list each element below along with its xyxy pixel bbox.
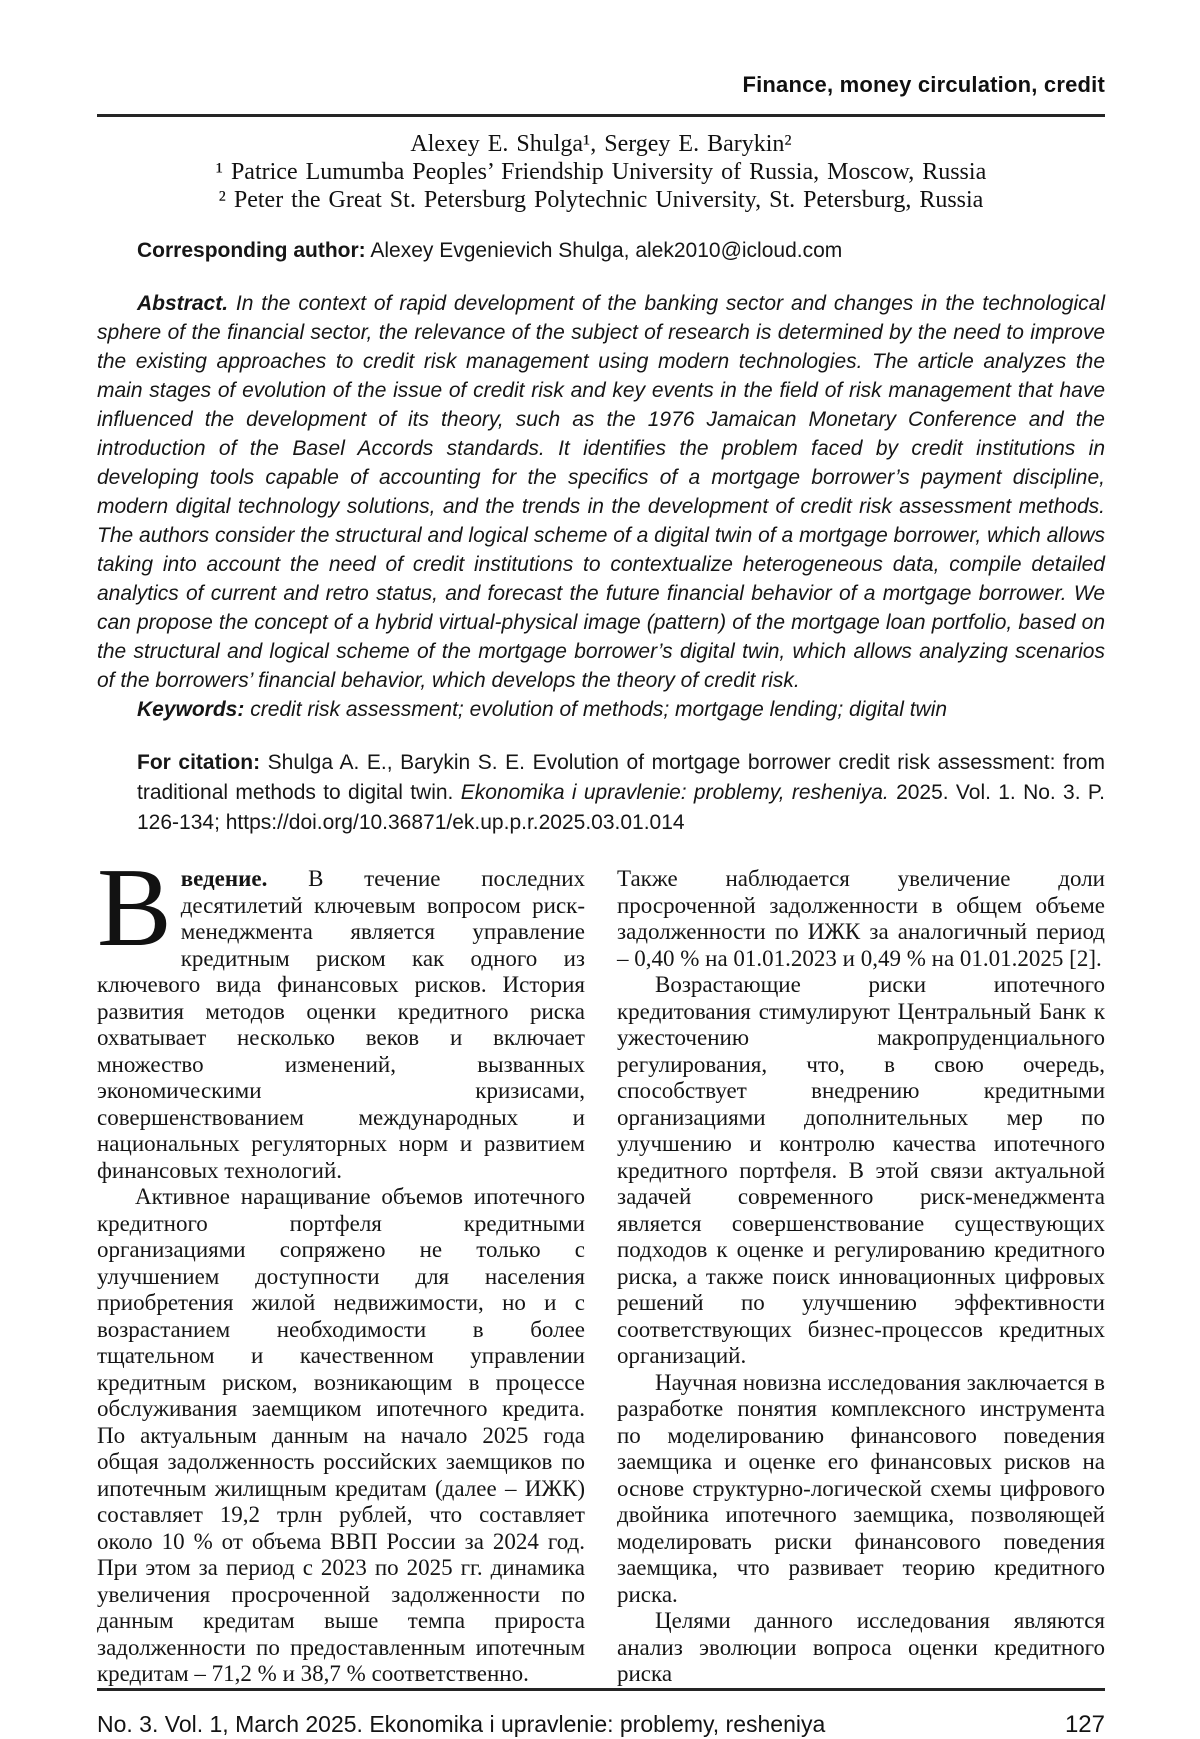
header-rule	[97, 114, 1105, 117]
drop-cap: В	[97, 846, 172, 970]
keywords-line	[97, 695, 1105, 724]
abstract-paragraph	[97, 289, 1105, 695]
corresponding-author-value: Alexey Evgenievich Shulga, alek2010@icloud.com	[370, 239, 843, 262]
citation-text-after: 2025. Vol. 1. No. 3. P. 126-134; https://doi.org/10.36871/ek.up.p.r.2025.03.01.014	[137, 781, 1106, 834]
left-column	[97, 846, 586, 1688]
intro-text: В течение последних десятилетий ключевым вопросом риск-менеджмента является управление кредитным риском как одного из ключевого вида финансовых рисков. История развития методов оценки кредитного риска охватывает несколько веков и включает множество изменений, вызванных экономическими кризисами, совершенствованием международных и национальных регуляторных норм и развитием финансовых технологий.	[97, 866, 586, 1183]
right-paragraph-3: Научная новизна исследования заключается в разработке понятия комплексного инструмента по моделированию финансового поведения заемщика и оценке его финансовых рисков на основе структурно-логической схемы цифрового двойника ипотечного заемщика, позволяющей моделировать риски финансового поведения заемщика, что развивает теорию кредитного риска.	[617, 1369, 1105, 1607]
affiliation-2: ² Peter the Great St. Petersburg Polytechnic University, St. Petersburg, Russia	[218, 187, 984, 213]
footer-rule	[97, 1688, 1105, 1691]
corresponding-author-label: Corresponding author:	[137, 239, 366, 262]
left-paragraph-2: Активное наращивание объемов ипотечного кредитного портфеля кредитными организациями сопряжено не только с улучшением доступности для населения приобретения жилой недвижимости, но и с возрастанием необходимости в более тщательном и качественном управлении кредитным риском, возникающим в процессе обслуживания заемщиком ипотечного кредита. По актуальным данным на начало 2025 года общая задолженность российских заемщиков по ипотечным жилищным кредитам (далее – ИЖК) составляет 19,2 трлн рублей, что составляет около 10 % от объема ВВП России за 2024 год. При этом за период с 2023 по 2025 гг. динамика увеличения просроченной задолженности по данным кредитам выше темпа прироста задолженности по предоставленным ипотечным кредитам – 71,2 % и 38,7 % соответственно.	[97, 1184, 585, 1686]
citation-block	[137, 748, 1105, 838]
corresponding-author-line	[97, 238, 1105, 264]
citation-text-before: Shulga A. E., Barykin S. E. Evolution of mortgage borrower credit risk assessment: from traditional methods to digital twin.	[137, 751, 1105, 804]
intro-lead: ведение.	[180, 866, 268, 891]
right-column	[617, 866, 1105, 1688]
right-paragraph-4: Целями данного исследования являются анализ эволюции вопроса оценки кредитного риска	[617, 1608, 1105, 1686]
affiliation-1: ¹ Patrice Lumumba Peoples’ Friendship University of Russia, Moscow, Russia	[215, 159, 987, 185]
keywords-label: Keywords:	[137, 698, 245, 721]
abstract-text: In the context of rapid development of the banking sector and changes in the technological sphere of the financial sector, the relevance of the subject of research is determined by the need to improve the existing approaches to credit risk management using modern technologies. The article analyzes the main stages of evolution of the issue of credit risk and key events in the field of risk management that have influenced the development of its theory, such as the 1976 Jamaican Monetary Conference and the introduction of the Basel Accords standards. It identifies the problem faced by credit institutions in developing tools capable of accounting for the specifics of a mortgage borrower’s payment discipline, modern digital technology solutions, and the trends in the development of credit risk assessment methods. The authors consider the structural and logical scheme of a digital twin of a mortgage borrower, which allows taking into account the need of credit institutions to contextualize heterogeneous data, compile detailed analytics of current and retro status, and forecast the future financial behavior of a mortgage borrower. We can propose the concept of a hybrid virtual-physical image (pattern) of the mortgage loan portfolio, based on the structural and logical scheme of the mortgage borrower’s digital twin, which allows analyzing scenarios of the borrowers’ financial behavior, which develops the theory of credit risk.	[97, 292, 1105, 692]
citation-journal-title: Ekonomika i upravlenie: problemy, resheniya.	[460, 781, 889, 804]
intro-paragraph	[97, 846, 586, 1184]
right-paragraph-2: Возрастающие риски ипотечного кредитования стимулируют Центральный Банк к ужесточению макропруденциального регулирования, что, в свою очередь, способствует внедрению кредитными организациями дополнительных мер по улучшению и контролю качества ипотечного кредитного портфеля. В этой связи актуальной задачей современного риск-менеджмента является совершенствование существующих подходов к оценке и регулированию кредитного риска, а также поиск инновационных цифровых решений по улучшению эффективности соответствующих бизнес-процессов кредитных организаций.	[617, 972, 1105, 1368]
authors-line: Alexey E. Shulga¹, Sergey E. Barykin²	[410, 131, 792, 157]
right-paragraph-1: Также наблюдается увеличение доли просроченной задолженности в общем объеме задолженности по ИЖК за аналогичный период – 0,40 % на 01.01.2023 и 0,49 % на 01.01.2025 [2].	[617, 866, 1105, 971]
page-footer	[97, 1688, 1105, 1739]
citation-label: For citation:	[137, 751, 261, 774]
keywords-text: credit risk assessment; evolution of methods; mortgage lending; digital twin	[250, 698, 948, 721]
authors-block	[97, 130, 1105, 214]
footer-journal-info: No. 3. Vol. 1, March 2025. Ekonomika i upravlenie: problemy, resheniya	[97, 1710, 826, 1737]
body-columns	[97, 846, 1105, 1688]
footer-page-number: 127	[1064, 1710, 1105, 1738]
section-header: Finance, money circulation, credit	[742, 72, 1105, 97]
abstract-label: Abstract.	[137, 292, 229, 315]
